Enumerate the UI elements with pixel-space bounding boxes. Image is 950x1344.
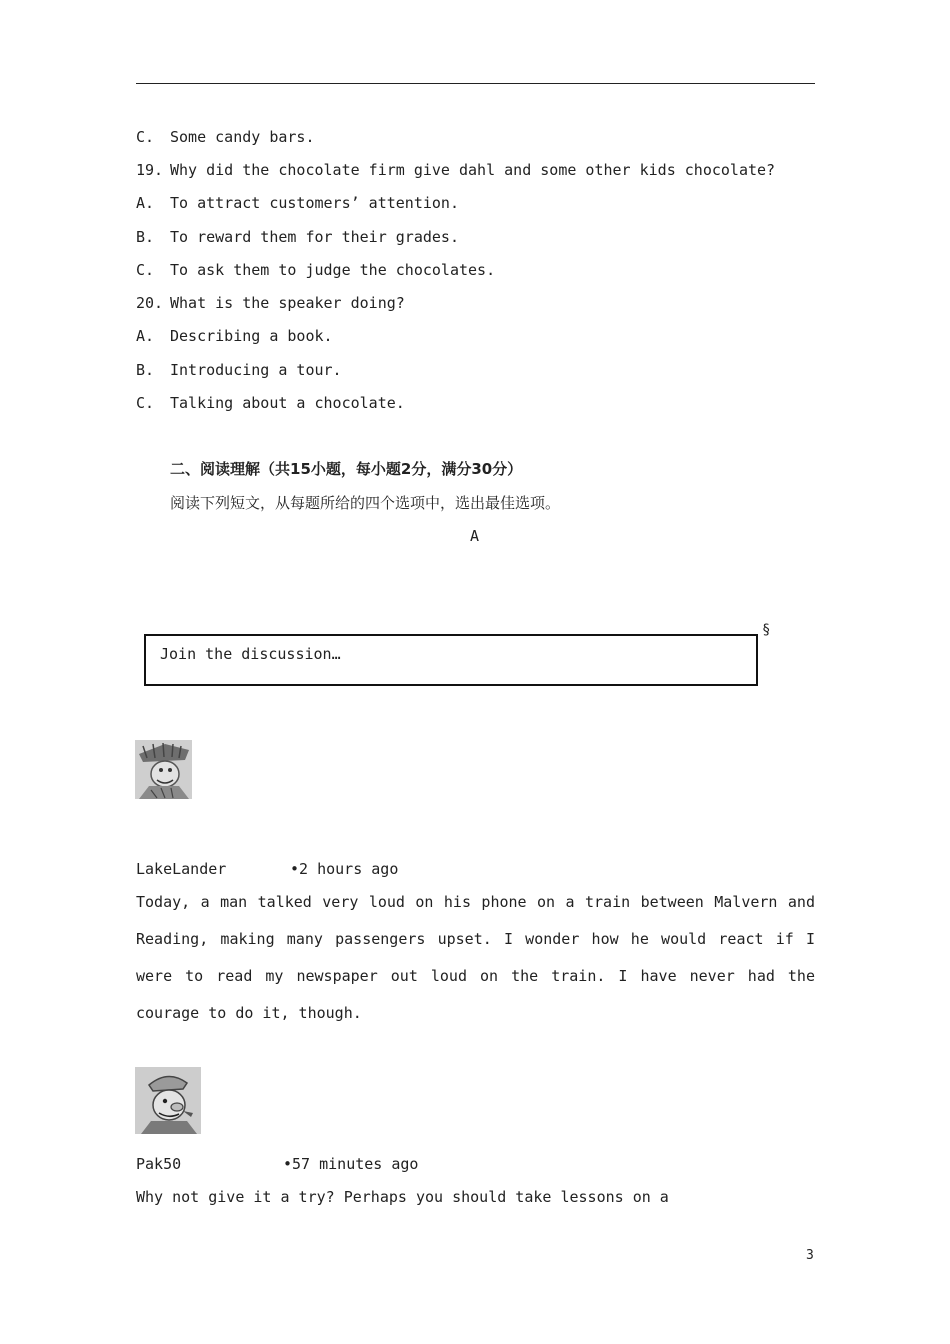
- option-a: A. Describing a book.: [136, 327, 333, 345]
- comment-header: [136, 1155, 181, 1173]
- passage-label: A: [470, 527, 480, 545]
- option-b: B. Introducing a tour.: [136, 361, 342, 379]
- header-rule: [136, 83, 815, 84]
- section-instruction: 阅读下列短文，从每题所给的四个选项中，选出最佳选项。: [170, 494, 561, 512]
- comment-timestamp[interactable]: •57 minutes ago: [283, 1155, 419, 1173]
- comment-timestamp[interactable]: •2 hours ago: [290, 860, 399, 878]
- comment-header: [136, 860, 226, 878]
- comment-body: Today, a man talked very loud on his phone on a train between Malvern and Reading, making many passengers upset. I wonder how he would react if I were to read my newspaper out loud on the train. I have never had the courage to do it, though.: [136, 893, 815, 1022]
- discussion-placeholder: Join the discussion…: [160, 645, 341, 663]
- comment-username[interactable]: Pak50: [136, 1155, 182, 1173]
- option-a: A. To attract customers’ attention.: [136, 194, 459, 212]
- discussion-input[interactable]: [144, 634, 758, 686]
- page-number: 3: [806, 1248, 814, 1263]
- option-c: C. To ask them to judge the chocolates.: [136, 261, 496, 279]
- option-c: C. Talking about a chocolate.: [136, 394, 405, 412]
- option-c: C. Some candy bars.: [136, 128, 315, 146]
- option-b: B. To reward them for their grades.: [136, 228, 459, 246]
- question-19: 19. Why did the chocolate firm give dahl and some other kids chocolate?: [136, 161, 776, 179]
- section-title: 二、阅读理解（共15小题，每小题2分，满分30分）: [170, 460, 523, 478]
- section-mark: §: [762, 622, 771, 638]
- sailor-avatar-icon: [135, 1067, 201, 1134]
- comment-username[interactable]: LakeLander: [136, 860, 227, 878]
- comment-body: Why not give it a try? Perhaps you should take lessons on a: [136, 1188, 669, 1206]
- question-20: 20. What is the speaker doing?: [136, 294, 405, 312]
- cartoon-avatar-icon: [135, 740, 192, 799]
